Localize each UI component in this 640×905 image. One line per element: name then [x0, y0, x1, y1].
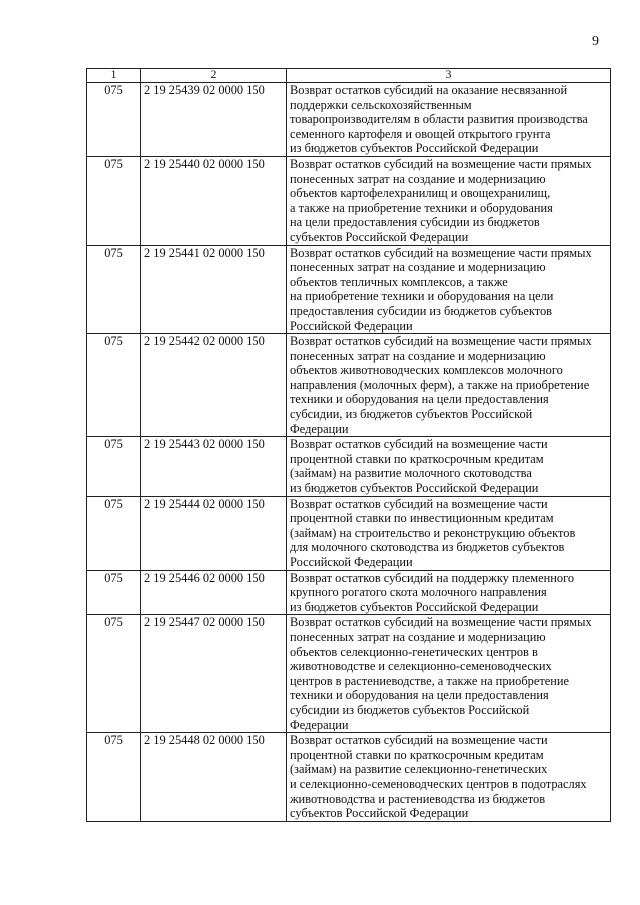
description-cell — [287, 437, 611, 496]
description-line: Возврат остатков субсидий на возмещение части прямых — [290, 615, 592, 630]
description-line: субъектов Российской Федерации — [290, 806, 469, 821]
table-row — [87, 334, 611, 437]
description-line: направления (молочных ферм), а также на приобретение — [290, 377, 590, 392]
description-cell — [287, 615, 611, 733]
description-line: (займам) на развитие молочного скотоводства — [290, 466, 532, 481]
description-line: животноводстве и селекционно-семеноводческих — [290, 659, 552, 674]
description-line: процентной ставки по краткосрочным кредитам — [290, 747, 544, 762]
admin-code-cell: 075 — [87, 334, 141, 437]
description-line: понесенных затрат на создание и модернизацию — [290, 348, 546, 363]
kbk-code-cell: 2 19 25441 02 0000 150 — [141, 245, 287, 334]
description-line: семенного картофеля и овощей открытого грунта — [290, 126, 551, 141]
column-header-3: 3 — [287, 69, 611, 83]
kbk-code-cell: 2 19 25448 02 0000 150 — [141, 733, 287, 822]
kbk-code-cell: 2 19 25440 02 0000 150 — [141, 156, 287, 245]
table-row — [87, 570, 611, 615]
table-body — [87, 83, 611, 822]
kbk-code-cell: 2 19 25444 02 0000 150 — [141, 496, 287, 570]
description-line: (займам) на развитие селекционно-генетических — [290, 762, 548, 777]
description-line: животноводства и растениеводства из бюджетов — [290, 791, 546, 806]
description-line: Возврат остатков субсидий на возмещение части прямых — [290, 156, 592, 171]
description-line: крупного рогатого скота молочного направления — [290, 585, 547, 600]
description-line: Возврат остатков субсидий на возмещение части — [290, 733, 548, 748]
admin-code-cell: 075 — [87, 437, 141, 496]
description-line: Российской Федерации — [290, 555, 413, 569]
description-cell — [287, 245, 611, 334]
description-line: Возврат остатков субсидий на возмещение части прямых — [290, 245, 592, 260]
kbk-code-cell: 2 19 25446 02 0000 150 — [141, 570, 287, 615]
description-line: (займам) на строительство и реконструкцию объектов — [290, 525, 576, 540]
description-line: объектов тепличных комплексов, а также — [290, 274, 508, 289]
description-line: процентной ставки по краткосрочным кредитам — [290, 451, 544, 466]
description-line: понесенных затрат на создание и модернизацию — [290, 260, 546, 275]
description-line: Российской Федерации — [290, 318, 413, 333]
description-line: центров в растениеводстве, а также на приобретение — [290, 673, 570, 688]
kbk-code-cell: 2 19 25442 02 0000 150 — [141, 334, 287, 437]
admin-code-cell: 075 — [87, 615, 141, 733]
description-line: Федерации — [290, 421, 349, 436]
description-line: субсидии, из бюджетов субъектов Российской — [290, 407, 533, 422]
description-line: и селекционно-семеноводческих центров в подотраслях — [290, 776, 587, 791]
description-line: из бюджетов субъектов Российской Федерации — [290, 481, 539, 496]
table-row — [87, 83, 611, 157]
description-line: из бюджетов субъектов Российской Федерации — [290, 141, 539, 156]
description-line: Возврат остатков субсидий на оказание несвязанной — [290, 83, 568, 97]
description-line: субсидии из бюджетов субъектов Российской — [290, 702, 530, 717]
description-cell — [287, 334, 611, 437]
description-line: субъектов Российской Федерации — [290, 229, 469, 244]
admin-code-cell: 075 — [87, 733, 141, 822]
description-line: из бюджетов субъектов Российской Федерации — [290, 599, 539, 614]
description-cell — [287, 496, 611, 570]
table-row — [87, 156, 611, 245]
kbk-code-cell: 2 19 25439 02 0000 150 — [141, 83, 287, 157]
admin-code-cell: 075 — [87, 496, 141, 570]
budget-classification-table — [86, 68, 611, 822]
description-line: процентной ставки по инвестиционным кредитам — [290, 511, 554, 526]
page-number: 9 — [592, 34, 599, 49]
description-cell — [287, 733, 611, 822]
table-row — [87, 496, 611, 570]
description-line: Федерации — [290, 717, 349, 732]
description-line: объектов животноводческих комплексов молочного — [290, 363, 563, 378]
description-line: объектов селекционно-генетических центров в — [290, 644, 538, 659]
description-line: объектов картофелехранилищ и овощехранилищ, — [290, 186, 551, 201]
admin-code-cell: 075 — [87, 570, 141, 615]
kbk-code-cell: 2 19 25443 02 0000 150 — [141, 437, 287, 496]
admin-code-cell: 075 — [87, 156, 141, 245]
description-line: понесенных затрат на создание и модернизацию — [290, 629, 546, 644]
description-line: Возврат остатков субсидий на возмещение части прямых — [290, 334, 592, 349]
admin-code-cell: 075 — [87, 245, 141, 334]
description-line: предоставления субсидии из бюджетов субъектов — [290, 303, 553, 318]
description-line: на приобретение техники и оборудования на цели — [290, 289, 554, 304]
description-line: для молочного скотоводства из бюджетов субъектов — [290, 540, 565, 555]
column-header-2: 2 — [141, 69, 287, 83]
header-row — [87, 69, 611, 83]
description-line: на цели предоставления субсидии из бюджетов — [290, 215, 540, 230]
description-line: техники и оборудования на цели предоставления — [290, 392, 549, 407]
description-cell — [287, 156, 611, 245]
description-line: понесенных затрат на создание и модернизацию — [290, 171, 546, 186]
description-line: Возврат остатков субсидий на возмещение части — [290, 437, 548, 452]
description-line: поддержки сельскохозяйственным — [290, 97, 472, 112]
table-row — [87, 615, 611, 733]
column-header-1: 1 — [87, 69, 141, 83]
description-line: Возврат остатков субсидий на поддержку племенного — [290, 570, 575, 585]
admin-code-cell: 075 — [87, 83, 141, 157]
description-line: Возврат остатков субсидий на возмещение части — [290, 496, 548, 511]
description-line: а также на приобретение техники и оборудования — [290, 200, 553, 215]
description-line: техники и оборудования на цели предоставления — [290, 688, 549, 703]
kbk-code-cell: 2 19 25447 02 0000 150 — [141, 615, 287, 733]
table-row — [87, 733, 611, 822]
table-row — [87, 437, 611, 496]
table-row — [87, 245, 611, 334]
description-cell — [287, 570, 611, 615]
description-cell — [287, 83, 611, 157]
description-line: товаропроизводителям в области развития производства — [290, 112, 588, 127]
